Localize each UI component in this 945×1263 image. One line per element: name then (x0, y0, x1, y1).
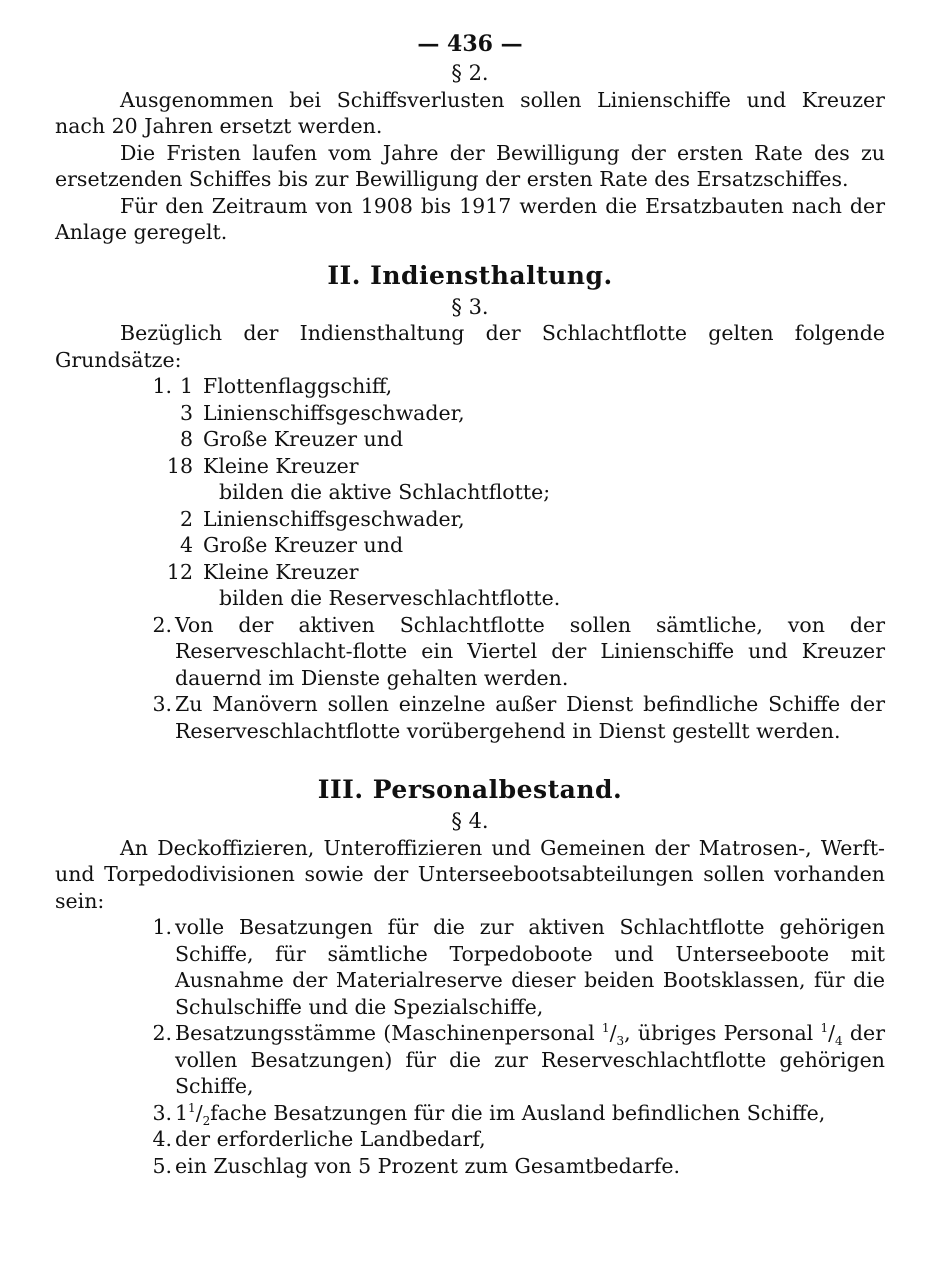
paragraph: An Deckoffizieren, Unteroffizieren und Gemeinen der Matrosen-, Werft- und Torpedodivisionen sowie der Unterseebootsabteilungen sollen vorhanden sein: (55, 835, 885, 913)
list-item: 3. Zu Manövern sollen einzelne außer Dienst befindliche Schiffe der Reserveschlachtflotte vorübergehend in Dienst gestellt werden. (152, 692, 885, 743)
section-3-heading: § 3. (451, 294, 489, 319)
paragraph: Ausgenommen bei Schiffsverlusten sollen Linienschiffe und Kreuzer nach 20 Jahren ersetzt werden. (55, 87, 885, 138)
paragraph: Für den Zeitraum von 1908 bis 1917 werden die Ersatzbauten nach der Anlage geregelt. (55, 193, 885, 244)
fleet-row: 18 Kleine Kreuzer (166, 453, 359, 478)
section-4-heading: § 4. (451, 809, 489, 833)
active-fleet-list (55, 373, 885, 612)
list-item: 2. Besatzungsstämme (Maschinenpersonal $^1/_3$, übriges Personal $^1/_4$ der vollen Besatzungen) für die zur Reserveschlachtflotte gehörigen Schiffe, (152, 1021, 885, 1098)
fleet-row: 1 Flottenflaggschiff, (179, 374, 393, 398)
document-page (55, 28, 885, 1179)
paragraph: Bezüglich der Indiensthaltung der Schlachtflotte gelten folgende Grundsätze: (55, 321, 885, 372)
list-item: 2. Von der aktiven Schlachtflotte sollen sämtliche, von der Reserveschlacht-flotte ein Viertel der Linienschiffe und Kreuzer dauernd im Dienste gehalten werden. (152, 612, 885, 690)
page-number: — 436 — (417, 31, 523, 57)
list-item: 3. $1^1/_2fache$ Besatzungen für die im Ausland befindlichen Schiffe, (152, 1100, 826, 1128)
fleet-row: 8 Große Kreuzer und (179, 427, 404, 451)
section-2-heading: § 2. (451, 61, 489, 85)
part-3-title: III. Personalbestand. (317, 775, 623, 804)
fleet-row: 12 Kleine Kreuzer (166, 559, 359, 584)
list-number: 1. (152, 374, 172, 398)
list-item: 5. ein Zuschlag von 5 Prozent zum Gesamtbedarfe. (152, 1153, 681, 1178)
list-item: 1. volle Besatzungen für die zur aktiven Schlachtflotte gehörigen Schiffe, für sämtliche Torpedoboote und Unterseeboote mit Ausnahme der Materialreserve dieser beiden Bootsklassen, für die Schulschiffe und die Spezialschiffe, (152, 915, 885, 1019)
paragraph: Die Fristen laufen vom Jahre der Bewilligung der ersten Rate des zu ersetzenden Schiffes bis zur Bewilligung der ersten Rate des Ersatzschiffes. (55, 140, 885, 191)
fleet-row: 3 Linienschiffsgeschwader, (179, 400, 465, 425)
fleet-row: 2 Linienschiffsgeschwader, (179, 506, 465, 531)
fleet-row: 4 Große Kreuzer und (179, 533, 404, 557)
fleet-summary: bilden die aktive Schlachtflotte; (219, 480, 551, 504)
part-2-title: II. Indiensthaltung. (327, 260, 613, 290)
fleet-summary: bilden die Reserveschlachtflotte. (219, 586, 561, 610)
list-item: 4. der erforderliche Landbedarf, (152, 1127, 486, 1151)
